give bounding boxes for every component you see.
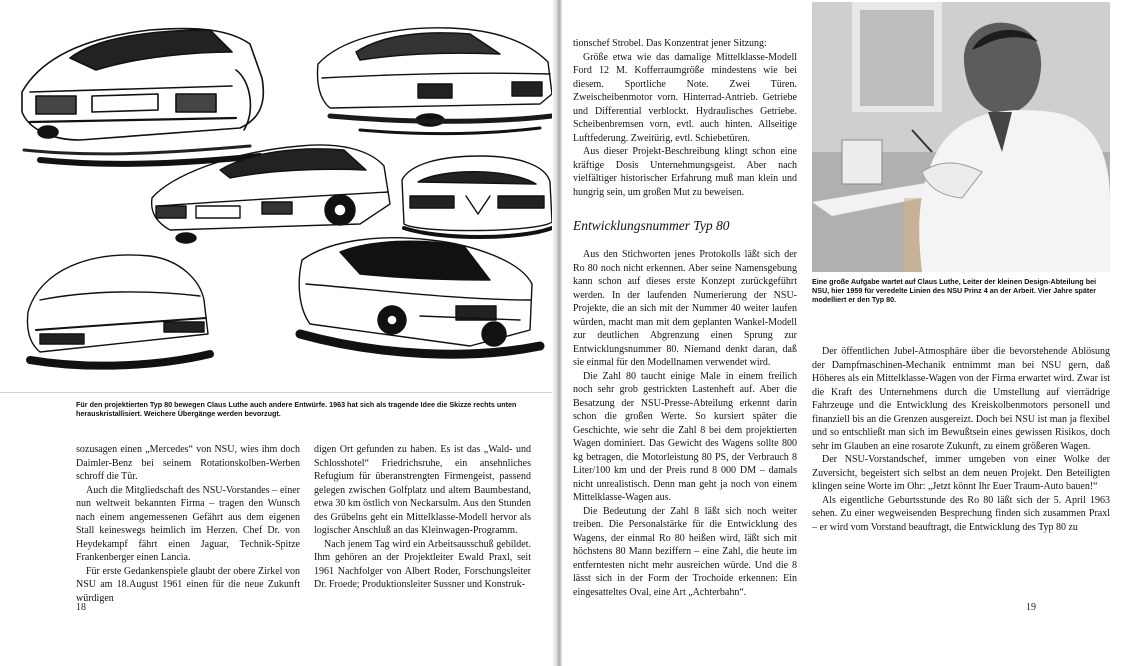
paragraph: Der öffentlichen Jubel-Atmosphäre über die bevorstehende Ablösung der Dampfmaschinen-Mechanik entnimmt man bei NSU gern, daß Höheres als ein Mittelklasse-Wagen von der Firma erwartet wird. Zwar ist die Kraft des Unternehmens durch die Umstellung auf vierrädrige Fahrzeuge und die Entwicklung des Kreiskolbenmotors personell und finanziell bis an die Grenzen ausgereizt. Doch bei NSU ist man ja flexibel und so entschließt man sich im Bewußtsein eines gewissen Risikos, doch sehr im Glauben an eine rosarote Zukunft, zu einem größeren Wagen. xyxy=(812,346,1110,452)
sketch-caption: Für den projektierten Typ 80 bewegen Claus Luthe auch andere Entwürfe. 1963 hat sich als tragende Idee die Skizze rechts unten herauskristallisiert. Weichere Übergänge werden bevorzugt. xyxy=(76,400,517,419)
paragraph: Nach jenem Tag wird ein Arbeitsausschuß gebildet. Ihm gehören an der Projektleiter Ewald Praxl, seit 1961 Nachfolger von Albert Roder, Forschungsleiter Dr. Froede; Produktionsleiter Sussner und Konstruk- xyxy=(314,538,531,590)
section-heading: Entwicklungsnummer Typ 80 xyxy=(573,218,730,233)
paragraph: Auch die Mitgliedschaft des NSU-Vorstandes – einer nun weltweit bekannten Firma – tragen den Wunsch nach einem angemessenen Gefährt aus dem eigenen Stall keineswegs heimlich im Herzen. Chef Dr. von Heydekampf fährt einen Jaguar, Technik-Spitze Frankenberger einen Lancia. xyxy=(76,484,300,563)
car-sketches-illustration xyxy=(0,0,556,393)
paragraph: digen Ort gefunden zu haben. Es ist das „Wald- und Schlosshotel“ Friedrichsruhe, ein ansehnliches Refugium für überanstrengten Firmengeist, passend gelegen zwischen Golfplatz und altem Baumbestand, etwa 30 km östlich von Neckarsulm. Aus den Stunden des Grübelns geht ein Mittelklasse-Modell hervor als logischer Anschluß an das Kleinwagen-Programm. xyxy=(314,444,531,536)
page-number-left: 18 xyxy=(76,602,86,613)
sketch-front-hood xyxy=(28,255,211,366)
car-sketches-drawing xyxy=(0,0,556,392)
left-text-column-2 xyxy=(314,443,531,592)
paragraph: Die Bedeutung der Zahl 8 läßt sich noch weiter treiben. Die Personalstärke für die Entwicklung des Wagens, der einmal Ro 80 heißen wird, läßt sich mit höchstens 80 Mann beziffern – eine Zahl, die heute im entferntesten nicht mehr ausreichen würde. Und die 8 lässt sich in der Form der Trochoide erkennen: Ein eingesatteltes Oval, eine Art „Achterbahn“. xyxy=(573,505,797,598)
paragraph: Größe etwa wie das damalige Mittelklasse-Modell Ford 12 M. Kofferraumgröße mindestens wie bei diesem. Sportliche Note. Zwei Türen. Zweischeibenmotor vorn. Hinterrad-Antrieb. Getriebe und Differential verblockt. Hydraulisches Getriebe. Scheibenbremsen vorn, evtl. auch hinten. Allseitige Luftfederung. Zweitürig, evtl. Schiebetüren. xyxy=(573,51,797,144)
sketch-side-coupe-top xyxy=(318,28,553,134)
left-text-column-1 xyxy=(76,443,300,605)
left-page xyxy=(0,0,556,666)
sketch-final-design xyxy=(299,238,540,354)
paragraph: Der NSU-Vorstandschef, immer umgeben von einer Wolke der Zuversicht, begeistert sich selbst an dem neuen Projekt. Den Beteiligten klingen seine Worte im Ohr: „Jetzt könnt Ihr Euer Traum-Auto bauen!“ xyxy=(812,454,1110,492)
paragraph: sozusagen einen „Mercedes“ von NSU, wies ihm doch Daimler-Benz bei seinem Rotationskolben-Werben schroff die Tür. xyxy=(76,444,300,482)
paragraph: Als eigentliche Geburtsstunde des Ro 80 läßt sich der 5. April 1963 sehen. Zu einer wegweisenden Besprechung finden sich zusammen Praxl – er wird vom Vorstand beauftragt, die Entwicklung des Typ 80 zu xyxy=(812,494,1110,533)
paragraph: Für erste Gedankenspiele glaubt der obere Zirkel von NSU am 18.August 1961 einen für die neue Zukunft würdigen xyxy=(76,565,300,604)
photo-caption: Eine große Aufgabe wartet auf Claus Luthe, Leiter der kleinen Design-Abteilung bei NSU, hier 1959 für veredelte Linien des NSU Prinz 4 an der Arbeit. Vier Jahre später modelliert er den Typ 80. xyxy=(812,277,1097,305)
right-text-column-1-bottom xyxy=(573,248,797,599)
paragraph: Aus dieser Projekt-Beschreibung klingt schon eine kräftige Dosis Unternehmungsgeist. Aber nach vielfältiger historischer Erfahrung muß man klein und hungrig sein, um großen Mut zu beweisen. xyxy=(573,146,797,198)
sketch-rear-view xyxy=(402,156,552,237)
paragraph: tionschef Strobel. Das Konzentrat jener Sitzung: xyxy=(573,38,767,49)
page-number-right: 19 xyxy=(1026,602,1036,613)
paragraph: Aus den Stichworten jenes Protokolls läßt sich der Ro 80 noch nicht erkennen. Aber seine Namensgebung kann schon auf dieses erste Konzept zurückgeführt werden. In der laufenden Numerierung der NSU-Projekte, die an sich mit der Nummer 40 weiter laufen würden, macht man mit dem geplanten Wankel-Modell zur deutlichen Abgrenzung einen Sprung zur Entwicklungsnummer 80. Niemand denkt daran, daß sie einmal für den Modellnamen verwendet wird. xyxy=(573,249,797,368)
paragraph: Die Zahl 80 taucht einige Male in einem freilich noch sehr grob gestrickten Lastenheft auf. Aber die Besatzung der NSU-Presse-Abteilung erkennt darin schon die großen Werte. So kursiert später die Geschichte, wie sehr die Zahl 8 bei dem projektierten Wagen dominiert. Das Gewicht des Wagens sollte 800 kg betragen, die Motorleistung 80 PS, der Verbrauch 8 Liter/100 km und der Preis rund 8 000 DM – damals nicht unrealistisch. Denn man geht ja noch von einem Mittelklasse-Wagen aus. xyxy=(573,370,797,503)
sketch-rear-coupe xyxy=(22,29,263,164)
designer-photo xyxy=(812,2,1110,272)
right-text-column-2 xyxy=(812,345,1110,534)
designer-at-work-image xyxy=(812,2,1110,272)
right-text-column-1-top xyxy=(573,37,797,199)
